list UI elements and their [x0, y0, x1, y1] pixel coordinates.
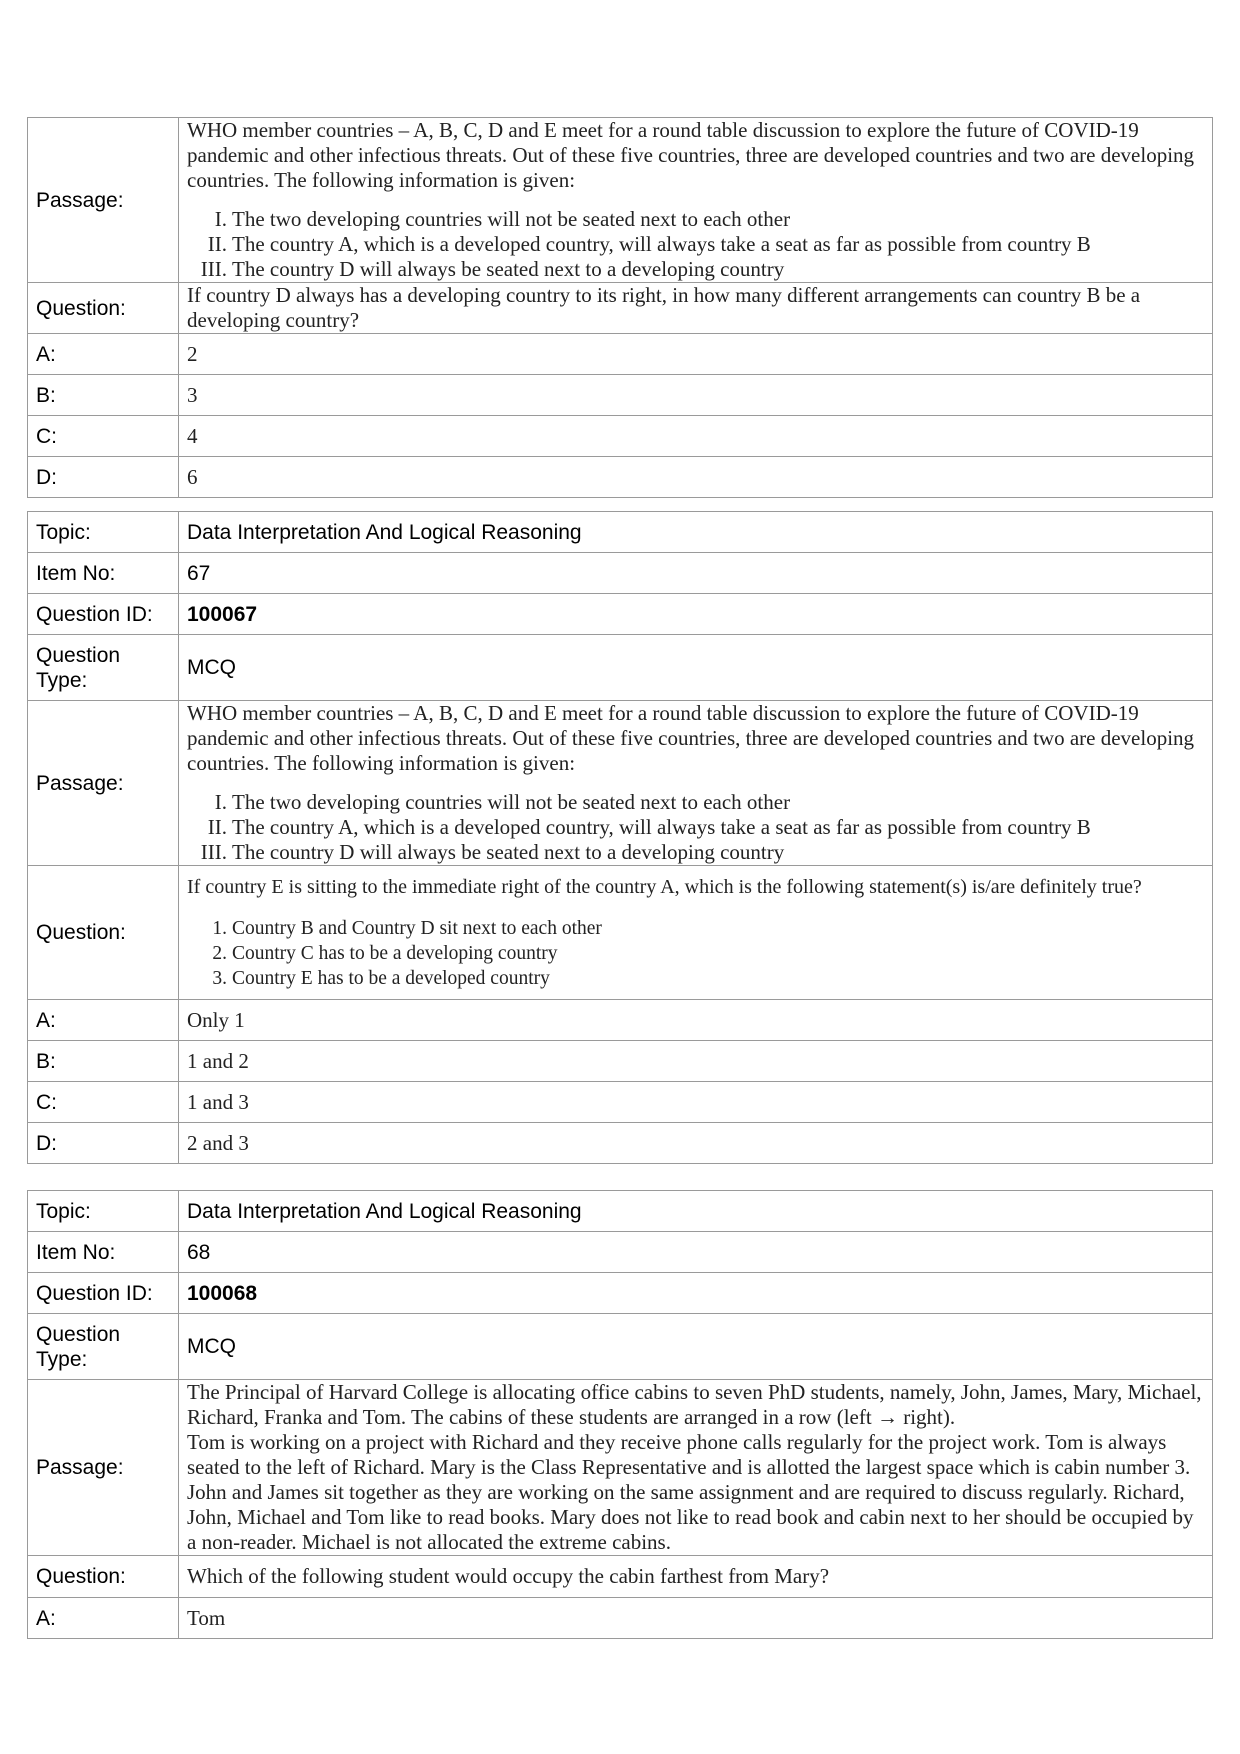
- option-row-b: [28, 375, 1213, 416]
- option-row-c: [28, 416, 1213, 457]
- passage-label: Passage:: [28, 1380, 179, 1556]
- question-stem: If country E is sitting to the immediate right of the country A, which is the following statement(s) is/are definitely true?: [187, 875, 1142, 898]
- option-row-a: [28, 1598, 1213, 1639]
- question-id-value: 100068: [179, 1273, 1213, 1314]
- item-no-label: Item No:: [28, 1232, 179, 1273]
- option-value-a: Tom: [179, 1598, 1213, 1639]
- question-type-value: MCQ: [179, 1314, 1213, 1380]
- option-value-a: Only 1: [179, 1000, 1213, 1041]
- question-row: [28, 283, 1213, 334]
- item-no-value: 67: [179, 553, 1213, 594]
- question-type-row: [28, 635, 1213, 701]
- question-text: [179, 866, 1213, 1000]
- question-id-label: Question ID:: [28, 594, 179, 635]
- passage-label: Passage:: [28, 118, 179, 283]
- option-row-d: [28, 457, 1213, 498]
- option-label-a: A:: [28, 334, 179, 375]
- passage-intro: WHO member countries – A, B, C, D and E meet for a round table discussion to explore the future of COVID-19 pandemic and other infectious threats. Out of these five countries, three are developed countries and two are developing countries. The following information is given:: [187, 118, 1195, 192]
- question-type-label: Question Type:: [28, 1314, 179, 1380]
- statement-item: 3. Country E has to be a developed country: [212, 967, 550, 989]
- option-label-a: A:: [28, 1000, 179, 1041]
- option-value-d: 2 and 3: [179, 1123, 1213, 1164]
- passage-row: [28, 1380, 1213, 1556]
- passage-row: [28, 701, 1213, 866]
- option-label-d: D:: [28, 457, 179, 498]
- option-row-d: [28, 1123, 1213, 1164]
- topic-label: Topic:: [28, 512, 179, 553]
- topic-value: Data Interpretation And Logical Reasoning: [179, 1191, 1213, 1232]
- option-value-a: 2: [179, 334, 1213, 375]
- option-row-a: [28, 1000, 1213, 1041]
- option-label-b: B:: [28, 1041, 179, 1082]
- item-no-label: Item No:: [28, 553, 179, 594]
- passage-label: Passage:: [28, 701, 179, 866]
- condition-list: [187, 207, 1204, 282]
- passage-intro: WHO member countries – A, B, C, D and E meet for a round table discussion to explore the future of COVID-19 pandemic and other infectious threats. Out of these five countries, three are developed countries and two are developing countries. The following information is given:: [187, 701, 1195, 775]
- question-label: Question:: [28, 866, 179, 1000]
- condition-list: [187, 790, 1204, 865]
- option-row-c: [28, 1082, 1213, 1123]
- question-text: Which of the following student would occupy the cabin farthest from Mary?: [179, 1556, 1213, 1598]
- passage-text: [179, 1380, 1213, 1556]
- condition-item: II. The country A, which is a developed country, will always take a seat as far as possible from country B: [207, 815, 1091, 839]
- option-value-c: 4: [179, 416, 1213, 457]
- question-row: [28, 866, 1213, 1000]
- option-row-b: [28, 1041, 1213, 1082]
- condition-item: II. The country A, which is a developed country, will always take a seat as far as possible from country B: [207, 232, 1091, 256]
- condition-item: I. The two developing countries will not be seated next to each other: [214, 207, 791, 231]
- topic-label: Topic:: [28, 1191, 179, 1232]
- item-no-value: 68: [179, 1232, 1213, 1273]
- question-type-label: Question Type:: [28, 635, 179, 701]
- question-id-label: Question ID:: [28, 1273, 179, 1314]
- question-id-value: 100067: [179, 594, 1213, 635]
- option-label-c: C:: [28, 416, 179, 457]
- option-row-a: [28, 334, 1213, 375]
- option-label-b: B:: [28, 375, 179, 416]
- passage-paragraph: Tom is working on a project with Richard and they receive phone calls regularly for the project work. Tom is always seated to the left of Richard. Mary is the Class Representative and is allotted the largest space which is cabin number 3. John and James sit together as they are working on the same assignment and are required to discuss regularly. Richard, John, Michael and Tom like to read books. Mary does not like to read book and cabin next to her should be occupied by a non-reader. Michael is not allocated the extreme cabins.: [187, 1430, 1194, 1554]
- statement-list: [187, 916, 1204, 991]
- passage-text: [179, 118, 1213, 283]
- item-no-row: [28, 1232, 1213, 1273]
- question-block-66: [27, 117, 1213, 498]
- condition-item: III. The country D will always be seated next to a developing country: [200, 257, 785, 281]
- option-value-b: 3: [179, 375, 1213, 416]
- statement-item: 1. Country B and Country D sit next to each other: [212, 917, 602, 939]
- topic-value: Data Interpretation And Logical Reasoning: [179, 512, 1213, 553]
- question-label: Question:: [28, 283, 179, 334]
- option-value-c: 1 and 3: [179, 1082, 1213, 1123]
- option-label-a: A:: [28, 1598, 179, 1639]
- question-id-row: [28, 594, 1213, 635]
- question-label: Question:: [28, 1556, 179, 1598]
- option-value-b: 1 and 2: [179, 1041, 1213, 1082]
- option-label-d: D:: [28, 1123, 179, 1164]
- question-block-67: [27, 511, 1213, 1164]
- passage-paragraph: The Principal of Harvard College is allocating office cabins to seven PhD students, namely, John, James, Mary, Michael, Richard, Franka and Tom. The cabins of these students are arranged in a row (left → right).: [187, 1380, 1202, 1429]
- question-type-value: MCQ: [179, 635, 1213, 701]
- question-text: If country D always has a developing country to its right, in how many different arrangements can country B be a developing country?: [179, 283, 1213, 334]
- topic-row: [28, 1191, 1213, 1232]
- question-row: [28, 1556, 1213, 1598]
- topic-row: [28, 512, 1213, 553]
- option-value-d: 6: [179, 457, 1213, 498]
- question-block-68: [27, 1190, 1213, 1639]
- item-no-row: [28, 553, 1213, 594]
- condition-item: III. The country D will always be seated next to a developing country: [200, 840, 785, 864]
- condition-item: I. The two developing countries will not be seated next to each other: [214, 790, 791, 814]
- question-type-row: [28, 1314, 1213, 1380]
- passage-text: [179, 701, 1213, 866]
- passage-row: [28, 118, 1213, 283]
- statement-item: 2. Country C has to be a developing country: [212, 942, 558, 964]
- question-id-row: [28, 1273, 1213, 1314]
- option-label-c: C:: [28, 1082, 179, 1123]
